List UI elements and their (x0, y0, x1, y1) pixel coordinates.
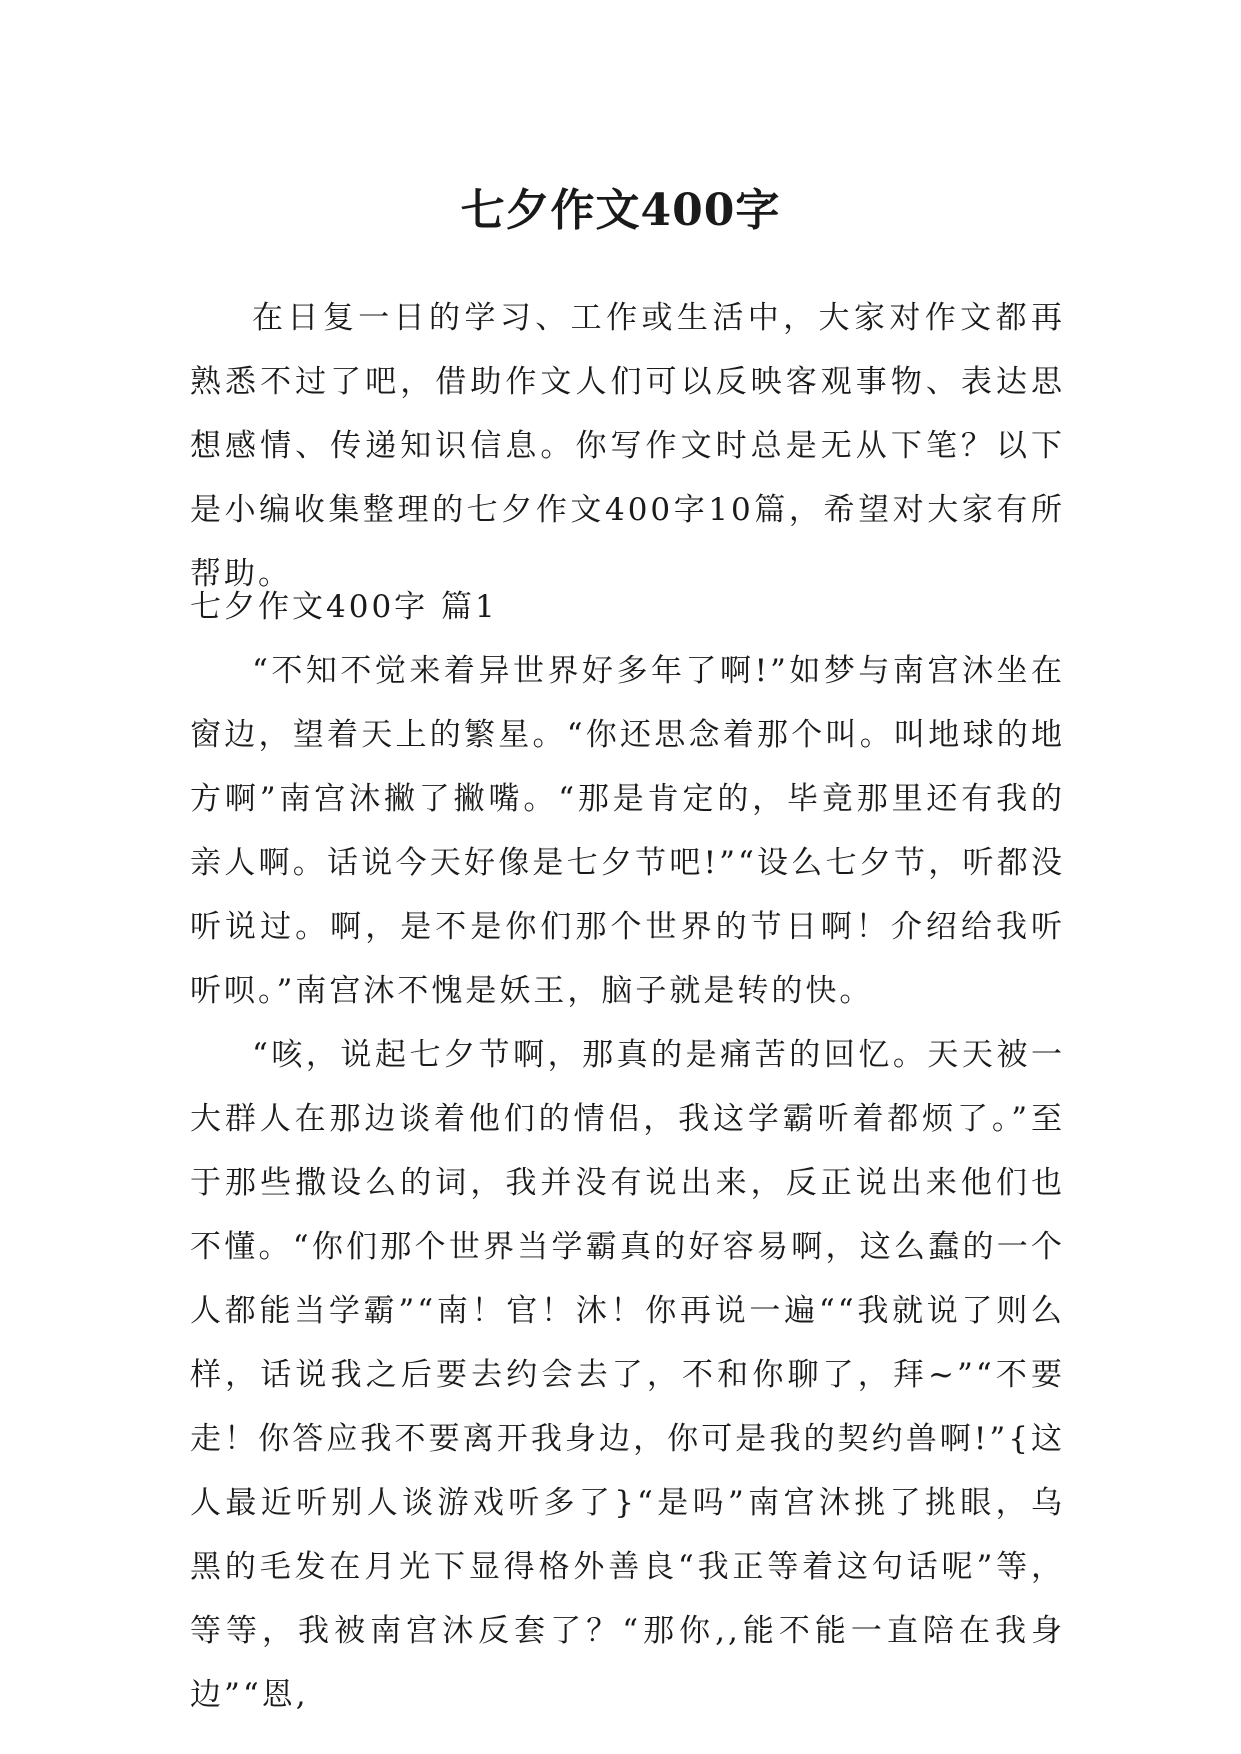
intro-block (190, 286, 1065, 606)
essay-paragraph-1: “不知不觉来着异世界好多年了啊!”如梦与南宫沐坐在窗边，望着天上的繁星。“你还思念着那个叫。叫地球的地方啊”南宫沐撇了撇嘴。“那是肯定的，毕竟那里还有我的亲人啊。话说今天好像是七夕节吧!”“设么七夕节，听都没听说过。啊，是不是你们那个世界的节日啊！介绍给我听听呗。”南宫沐不愧是妖王，脑子就是转的快。 (190, 653, 1065, 1009)
essay-section (190, 575, 1065, 1727)
section-heading: 七夕作文400字 篇1 (190, 589, 498, 625)
page-title: 七夕作文400字 (460, 185, 781, 237)
essay-paragraph-2: “咳，说起七夕节啊，那真的是痛苦的回忆。天天被一大群人在那边谈着他们的情侣，我这学霸听着都烦了。”至于那些撒设么的词，我并没有说出来，反正说出来他们也不懂。“你们那个世界当学霸真的好容易啊，这么蠢的一个人都能当学霸”“南！官！沐！你再说一遍““我就说了则么样，话说我之后要去约会去了，不和你聊了，拜~”“不要走！你答应我不要离开我身边，你可是我的契约兽啊!”{这人最近听别人谈游戏听多了}“是吗”南宫沐挑了挑眼，乌黑的毛发在月光下显得格外善良“我正等着这句话呢”等，等等，我被南宫沐反套了？“那你,,能不能一直陪在我身边”“恩, (190, 1037, 1065, 1713)
intro-paragraph: 在日复一日的学习、工作或生活中，大家对作文都再熟悉不过了吧，借助作文人们可以反映客观事物、表达思想感情、传递知识信息。你写作文时总是无从下笔？以下是小编收集整理的七夕作文400字10篇，希望对大家有所帮助。 (190, 300, 1065, 592)
